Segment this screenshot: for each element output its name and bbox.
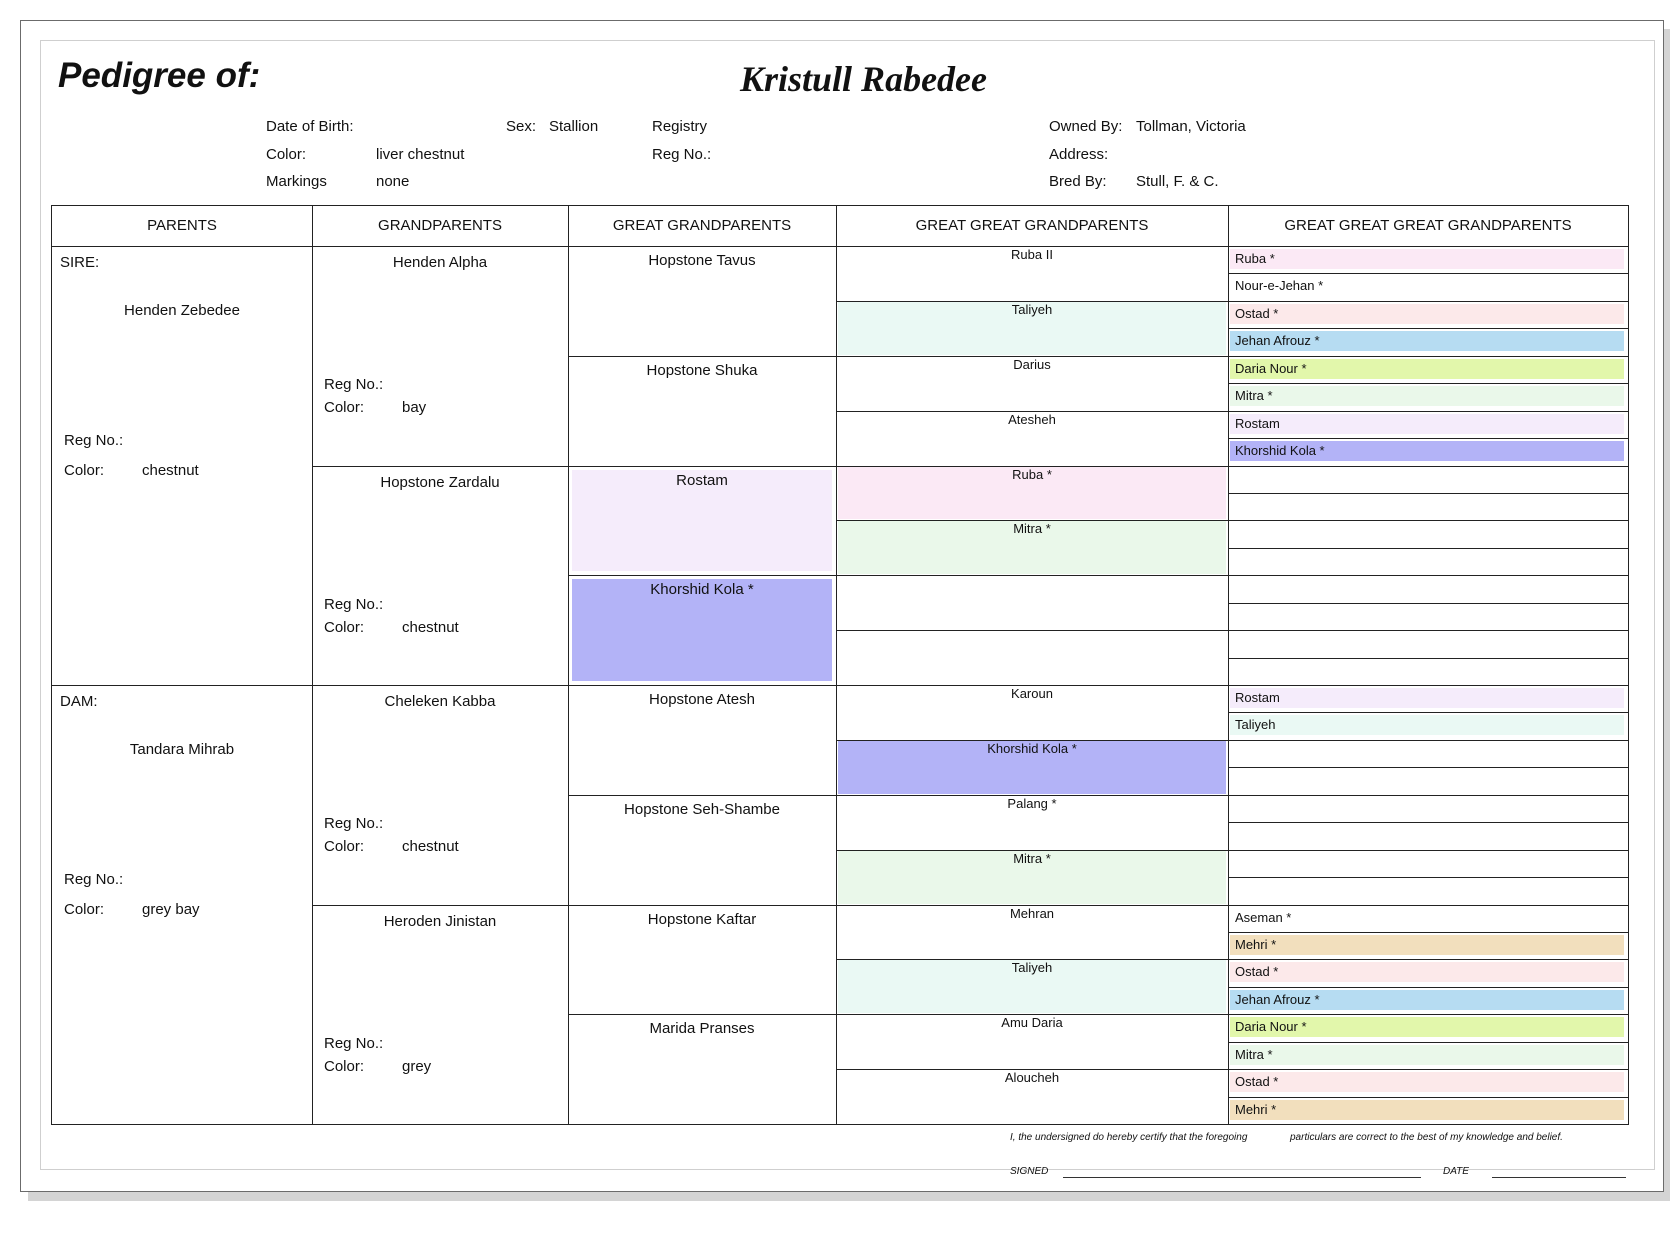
ggg-grandparent-name: Rostam [1230,414,1624,434]
sex-label: Sex: [506,118,537,135]
row-divider [568,795,836,796]
grandparent-color-label: Color: [324,838,365,855]
row-divider [1228,932,1628,933]
ggg-grandparent-name: Ostad * [1230,304,1624,324]
grandparent-color-label: Color: [324,1057,365,1075]
column-header-4: GREAT GREAT GRANDPARENTS [915,217,1149,234]
row-divider [1228,767,1628,768]
row-divider [568,1014,836,1015]
column-header-2: GRANDPARENTS [378,217,502,234]
parent-name: Tandara Mihrab [129,741,235,758]
ggg-grandparent-name: Ruba * [1230,249,1624,269]
ggg-grandparent-name [1230,523,1624,543]
certify-text-2: particulars are correct to the best of my knowledge and belief. [1290,1132,1563,1143]
row-divider [1228,850,1628,851]
column-divider [568,206,569,1124]
row-divider [1228,1069,1628,1070]
signed-label: SIGNED [1010,1166,1049,1177]
great-grandparent-name: Hopstone Seh-Shambe [624,800,780,818]
row-divider [1228,548,1628,549]
row-divider [1228,466,1628,467]
ggg-grandparent-name: Taliyeh [1230,715,1624,735]
row-divider [1228,959,1628,960]
row-divider [1228,630,1628,631]
ggg-grandparent-name: Rostam [1230,688,1624,708]
row-divider [1228,987,1628,988]
row-divider [1228,520,1628,521]
certify-text-1: I, the undersigned do hereby certify that the foregoing [1010,1132,1248,1143]
column-header-5: GREAT GREAT GREAT GRANDPARENTS [1284,217,1572,234]
gg-grandparent-name: Aloucheh [1004,1070,1060,1086]
gg-grandparent-name: Karoun [1011,686,1053,701]
ggg-grandparent-name: Jehan Afrouz * [1230,331,1624,351]
sex-value: Stallion [549,118,599,135]
ggg-grandparent-name [1230,770,1624,790]
grandparent-name: Cheleken Kabba [384,693,496,710]
owned-by-value: Tollman, Victoria [1136,118,1246,135]
ggg-grandparent-name: Jehan Afrouz * [1230,990,1624,1010]
row-divider [836,575,1228,576]
ggg-grandparent-name [1230,633,1624,653]
parent-color-label: Color: [64,462,105,479]
grandparent-reg-label: Reg No.: [324,595,384,613]
row-divider [312,685,568,686]
great-grandparent-name: Hopstone Kaftar [647,910,757,928]
row-divider [312,905,568,906]
row-divider [52,685,312,686]
date-line[interactable] [1492,1177,1626,1178]
gg-grandparent-name: Khorshid Kola * [987,740,1077,756]
row-divider [1228,712,1628,713]
ggg-grandparent-name [1230,496,1624,516]
row-divider [1228,905,1628,906]
grandparent-color-label: Color: [324,399,365,416]
ggg-grandparent-name: Khorshid Kola * [1230,441,1624,461]
ggg-grandparent-name: Daria Nour * [1230,359,1624,379]
bred-by-label: Bred By: [1049,173,1107,190]
ggg-grandparent-name: Mitra * [1230,386,1624,406]
row-divider [1228,301,1628,302]
ggg-grandparent-name: Ostad * [1230,962,1624,982]
ggg-grandparent-name [1230,825,1624,845]
grandparent-reg-label: Reg No.: [324,376,384,393]
ggg-grandparent-name [1230,880,1624,900]
ggg-grandparent-name: Mehri * [1230,1100,1624,1120]
gg-grandparent-name: Mitra * [1013,521,1051,537]
row-divider [1228,658,1628,659]
gg-grandparent-name: Palang * [1007,795,1057,811]
row-divider [568,466,836,467]
signature-line[interactable] [1063,1177,1421,1178]
column-divider [312,206,313,1124]
row-divider [1228,685,1628,686]
row-divider [1228,822,1628,823]
row-divider [1228,493,1628,494]
great-grandparent-name: Hopstone Atesh [649,691,755,708]
row-divider [568,905,836,906]
markings-label: Markings [266,173,327,190]
row-divider [568,356,836,357]
grandparent-name: Henden Alpha [392,254,488,271]
column-header-3: GREAT GRANDPARENTS [612,217,792,234]
ggg-grandparent-name: Nour-e-Jehan * [1235,278,1324,294]
registry-label: Registry [652,118,708,135]
parent-color-value: grey bay [142,901,200,918]
great-grandparent-name: Marida Pranses [649,1020,755,1038]
row-divider [568,685,836,686]
great-grandparent-name: Hopstone Shuka [646,361,758,379]
great-grandparent-name: Khorshid Kola * [650,581,754,599]
ggg-grandparent-name: Daria Nour * [1230,1017,1624,1037]
row-divider [1228,273,1628,274]
row-divider [1228,795,1628,796]
ggg-grandparent-name [1230,661,1624,681]
gg-grandparent-name: Atesheh [1008,411,1056,427]
row-divider [1228,1042,1628,1043]
ggg-grandparent-name [1230,853,1624,873]
owned-by-label: Owned By: [1049,118,1123,135]
parent-reg-label: Reg No.: [64,432,124,449]
ggg-grandparent-name [1230,798,1624,818]
grandparent-color-value: bay [402,399,427,416]
row-divider [1228,356,1628,357]
ggg-grandparent-name: Aseman * [1235,909,1292,925]
ggg-grandparent-name: Mitra * [1230,1045,1624,1065]
column-divider [836,206,837,1124]
ggg-grandparent-name: Ostad * [1230,1072,1624,1092]
pedigree-title: Pedigree of: [58,56,261,95]
column-header-1: PARENTS [147,217,217,234]
date-label: DATE [1443,1166,1469,1177]
grandparent-color-label: Color: [324,618,365,636]
ggg-grandparent-name [1230,469,1624,489]
address-label: Address: [1049,146,1109,163]
parent-reg-label: Reg No.: [64,871,124,888]
ggg-grandparent-name [1230,743,1624,763]
great-grandparent-name: Hopstone Tavus [648,252,756,269]
ggg-grandparent-name [1230,606,1624,626]
grandparent-color-value: chestnut [402,838,459,855]
gg-grandparent-name: Taliyeh [1011,960,1053,976]
gg-grandparent-name: Ruba II [1011,247,1053,262]
grandparent-name: Hopstone Zardalu [380,473,500,491]
row-divider [1228,438,1628,439]
grandparent-name: Heroden Jinistan [383,912,497,930]
markings-value: none [376,173,410,190]
grandparent-reg-label: Reg No.: [324,815,384,832]
horse-name: Kristull Rabedee [740,59,988,99]
row-divider [1228,411,1628,412]
gg-grandparent-name: Ruba * [1012,466,1052,482]
color-value: liver chestnut [376,146,465,163]
row-divider [836,630,1228,631]
parent-role-label: SIRE: [60,254,100,271]
color-label: Color: [266,146,307,163]
grandparent-color-value: chestnut [402,618,459,636]
gg-grandparent-name: Taliyeh [1011,301,1053,317]
ggg-grandparent-name [1230,551,1624,571]
pedigree-grid [51,205,1629,1125]
great-grandparent-name: Rostam [676,471,728,489]
gg-grandparent-name: Mehran [1009,905,1055,921]
parent-color-value: chestnut [142,462,199,479]
row-divider [1228,575,1628,576]
row-divider [1228,1097,1628,1098]
row-divider [1228,740,1628,741]
row-divider [1228,383,1628,384]
gg-grandparent-name: Mitra * [1013,850,1051,866]
grandparent-reg-label: Reg No.: [324,1034,384,1052]
row-divider [1228,603,1628,604]
gg-grandparent-name: Amu Daria [1001,1015,1063,1031]
ggg-grandparent-name [1230,578,1624,598]
row-divider [312,466,568,467]
bred-by-value: Stull, F. & C. [1136,173,1219,190]
ggg-grandparent-name: Mehri * [1230,935,1624,955]
regno-label: Reg No.: [652,146,712,163]
row-divider [568,575,836,576]
row-divider [1228,328,1628,329]
dob-label: Date of Birth: [266,118,354,135]
grandparent-color-value: grey [402,1057,432,1075]
parent-color-label: Color: [64,901,105,918]
parent-role-label: DAM: [60,693,98,710]
parent-name: Henden Zebedee [124,302,240,319]
row-divider [1228,1014,1628,1015]
gg-grandparent-name: Darius [1013,356,1051,372]
row-divider [1228,877,1628,878]
